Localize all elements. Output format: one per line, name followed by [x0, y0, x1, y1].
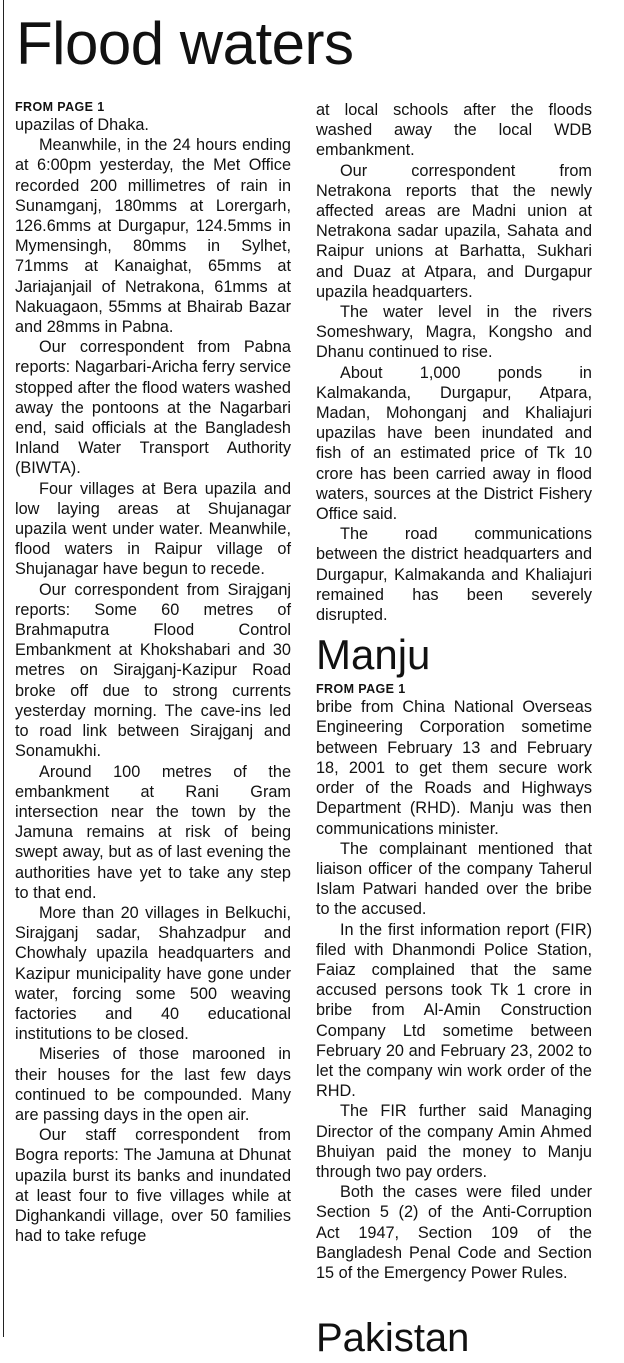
headline-manju: Manju [316, 631, 431, 679]
manju-paragraph: bribe from China National Overseas Engineering Corporation sometime between February 13 and February 18, 2001 to get them secure work order of the Roads and Highways Department (RHD). Manju was then communications minister. [316, 698, 592, 838]
manju-kicker: FROM PAGE 1 [316, 682, 406, 697]
flood-paragraph: The water level in the rivers Someshwary, Magra, Kongsho and Dhanu continued to rise. [316, 303, 592, 362]
flood-paragraph: The road communications between the district headquarters and Durgapur, Kalmakanda and Khaliajuri remained has been severely disrupted. [316, 525, 592, 625]
headline-flood-waters: Flood waters [16, 10, 354, 77]
flood-paragraph: Our correspondent from Pabna reports: Nagarbari-Aricha ferry service stopped after the flood waters washed away the pontoons at the Nagarbari end, said officials at the Bangladesh Inland Water Transport Authority (BIWTA). [15, 338, 291, 478]
flood-article-column-1 [15, 99, 291, 1246]
flood-paragraph: Our correspondent from Netrakona reports that the newly affected areas are Madni union at Netrakona sadar upazila, Sahata and Raipur unions at Barhatta, Sukhari and Duaz at Atpara, and Durgapur upazila headquarters. [316, 161, 592, 301]
flood-paragraph: Our correspondent from Sirajganj reports: Some 60 metres of Brahmaputra Flood Control Embankment at Khokshabari and 30 metres on Sirajganj-Kazipur Road broke off due to strong currents yesterday morning. The cave-ins led to road link between Sirajganj and Sonamukhi. [15, 580, 291, 761]
flood-paragraph: About 1,000 ponds in Kalmakanda, Durgapur, Atpara, Madan, Mohonganj and Khaliajuri upazilas have been inundated and fish of an estimated price of Tk 10 crore has been carried away in flood waters, sources at the District Fishery Office said. [316, 363, 592, 524]
flood-paragraph: Miseries of those marooned in their houses for the last few days continued to be compounded. Many are passing days in the open air. [15, 1045, 291, 1124]
manju-paragraph: The complainant mentioned that liaison officer of the company Taherul Islam Patwari handed over the bribe to the accused. [316, 839, 592, 919]
column-rule [3, 0, 4, 1337]
manju-paragraph: The FIR further said Managing Director of the company Amin Ahmed Bhuiyan paid the money to Manju through two pay orders. [316, 1102, 592, 1181]
flood-paragraph: Four villages at Bera upazila and low laying areas at Shujanagar upazila went under water. Meanwhile, flood waters in Raipur village of Shujanagar have begun to recede. [15, 479, 291, 579]
flood-paragraph: More than 20 villages in Belkuchi, Sirajganj sadar, Shahzadpur and Chowhaly upazila headquarters and Kazipur municipality have gone under water, forcing some 500 weaving factories and 40 educational institutions to be closed. [15, 903, 291, 1044]
flood-kicker: FROM PAGE 1 [15, 100, 105, 114]
manju-paragraph: In the first information report (FIR) filed with Dhanmondi Police Station, Faiaz complained that the same accused persons took Tk 1 crore in bribe from Al-Amin Construction Company Ltd sometime between February 20 and February 23, 2002 to let the company win work order of the RHD. [316, 920, 592, 1101]
flood-paragraph: at local schools after the floods washed away the local WDB embankment. [316, 101, 592, 160]
flood-article-column-2 [316, 100, 592, 1283]
flood-paragraph: Our staff correspondent from Bogra reports: The Jamuna at Dhunat upazila burst its banks and inundated at least four to five villages while at Dighankandi village, over 50 families had to take refuge [15, 1126, 291, 1246]
flood-paragraph: upazilas of Dhaka. [15, 116, 149, 134]
flood-paragraph: Around 100 metres of the embankment at Rani Gram intersection near the town by the Jamuna remains at risk of being swept away, but as of last evening the authorities have yet to take any step to that end. [15, 762, 291, 902]
flood-paragraph: Meanwhile, in the 24 hours ending at 6:00pm yesterday, the Met Office recorded 200 millimetres of rain in Sunamganj, 180mms at Lorergarh, 126.6mms at Durgapur, 124.5mms in Mymensingh, 80mms in Sylhet, 71mms at Kanaighat, 65mms at Jariajanjail of Netrakona, 61mms at Nakuagaon, 55mms at Bhairab Bazar and 28mms in Pabna. [15, 136, 291, 337]
manju-paragraph: Both the cases were filed under Section 5 (2) of the Anti-Corruption Act 1947, Section 109 of the Bangladesh Penal Code and Section 15 of the Emergency Power Rules. [316, 1183, 592, 1282]
headline-pakistan-partial: Pakistan [316, 1316, 470, 1360]
